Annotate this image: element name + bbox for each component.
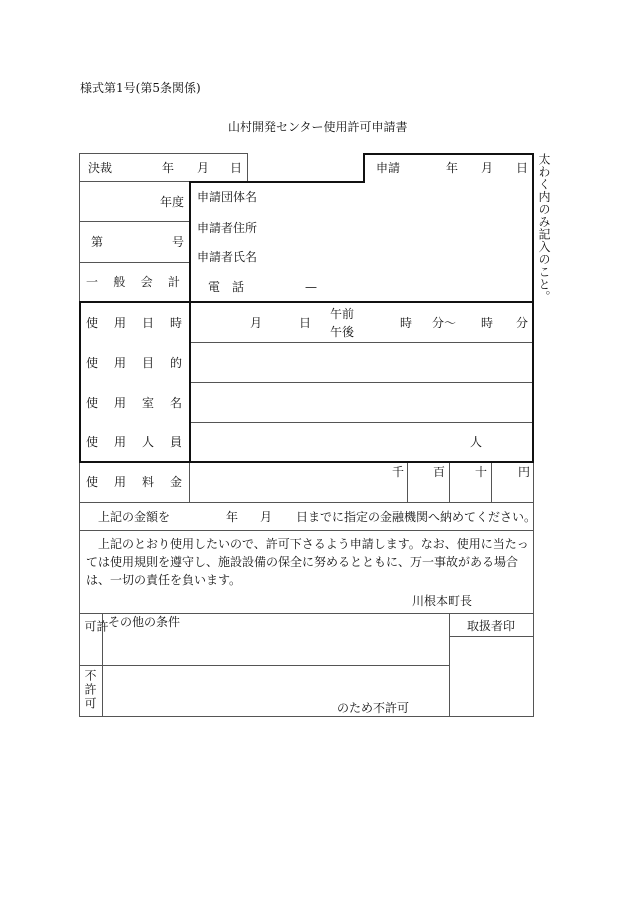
usage-month-label: 月	[250, 316, 263, 330]
usage-am-label: 午前	[330, 307, 355, 321]
row-line-1	[189, 342, 533, 343]
payment-year-label: 年	[226, 510, 239, 524]
bold-usage-bottom	[79, 461, 534, 463]
payment-prefix: 上記の金額を	[98, 510, 171, 524]
side-note: 太わく内のみ記入のこと。	[537, 153, 551, 303]
outer-bottom-line	[79, 716, 534, 717]
bold-usage-left	[79, 301, 81, 463]
application-year-label: 年	[446, 161, 459, 175]
usage-purpose-label: 使 用 目 的	[86, 356, 182, 370]
usage-hour-to-label: 時	[481, 316, 494, 330]
usage-datetime-label: 使 用 日 時	[86, 316, 182, 330]
bold-right	[532, 153, 534, 463]
applicant-address-label: 申請者住所	[197, 221, 258, 235]
application-day-label: 日	[516, 161, 529, 175]
application-label: 申請	[376, 161, 401, 175]
usage-people-label: 使 用 人 員	[86, 435, 182, 449]
deny-reason: のため不許可	[337, 701, 410, 715]
payment-bottom-line	[79, 530, 534, 531]
fiscal-bottom-line	[79, 221, 189, 222]
row-line-3	[189, 422, 533, 423]
applicant-name-label: 申請者氏名	[197, 250, 258, 264]
decision-label: 決裁	[88, 161, 113, 175]
bold-step-horizontal	[189, 181, 365, 183]
fee-unit-hundred: 百	[433, 465, 446, 479]
usage-people-unit: 人	[470, 435, 483, 449]
decision-bottom-line	[79, 181, 189, 182]
outer-right-line	[533, 462, 534, 716]
decision-year-label: 年	[162, 161, 175, 175]
number-prefix: 第	[91, 235, 104, 249]
usage-hour-from-label: 時	[400, 316, 413, 330]
fee-divider	[189, 462, 190, 502]
usage-day-label: 日	[299, 316, 312, 330]
pledge-addressee: 川根本町長	[412, 594, 473, 608]
fee-unit-divider-3	[491, 462, 492, 502]
bold-usage-divider	[189, 301, 191, 463]
pledge-text: 上記のとおり使用したいので、許可下さるよう申請します。なお、使用に当たっては使用規則を遵守し、施設設備の保全に努めるとともに、万一事故がある場合は、一切の責任を負います。	[86, 537, 529, 587]
handler-seal-label: 取扱者印	[467, 619, 516, 633]
usage-room-label: 使 用 室 名	[86, 396, 182, 410]
decision-right-line	[247, 153, 248, 181]
fee-unit-divider-1	[407, 462, 408, 502]
page-title: 山村開発センター使用許可申請書	[228, 120, 408, 134]
payment-suffix: 日までに指定の金融機関へ納めてください。	[296, 510, 537, 524]
decision-top-line	[79, 153, 247, 154]
seal-divider	[449, 613, 450, 716]
usage-minute-to-label: 分	[516, 316, 529, 330]
bold-usage-top	[79, 301, 534, 303]
number-bottom-line	[79, 262, 189, 263]
pledge-bottom-line	[79, 613, 534, 614]
fee-unit-ten: 十	[475, 465, 488, 479]
decision-day-label: 日	[230, 161, 243, 175]
fee-bottom-line	[79, 502, 534, 503]
usage-fee-label: 使 用 料 金	[86, 475, 182, 489]
usage-minute-from-label: 分〜	[432, 316, 457, 330]
row-line-2	[189, 382, 533, 383]
permit-label: 許可	[83, 620, 109, 642]
permit-deny-divider	[79, 665, 449, 666]
phone-label: 電 話	[208, 280, 245, 294]
deny-label: 不許可	[83, 669, 97, 711]
number-suffix: 号	[172, 235, 185, 249]
fiscal-year-label: 年度	[160, 195, 185, 209]
seal-label-line	[449, 636, 534, 637]
applicant-group-name-label: 申請団体名	[197, 190, 258, 204]
form-number: 様式第1号(第5条関係)	[80, 81, 201, 95]
general-account-label: 一 般 会 計	[86, 275, 180, 289]
application-month-label: 月	[481, 161, 494, 175]
bold-applicant-left	[189, 181, 191, 302]
fee-unit-yen: 円	[518, 465, 531, 479]
bold-step-vertical	[363, 153, 365, 183]
fee-unit-divider-2	[449, 462, 450, 502]
conditions-label: その他の条件	[108, 615, 181, 629]
decision-month-label: 月	[197, 161, 210, 175]
bold-top-right	[363, 153, 534, 155]
payment-month-label: 月	[260, 510, 273, 524]
fee-unit-thousand: 千	[392, 465, 405, 479]
phone-dash: —	[305, 280, 317, 294]
usage-pm-label: 午後	[330, 325, 355, 339]
